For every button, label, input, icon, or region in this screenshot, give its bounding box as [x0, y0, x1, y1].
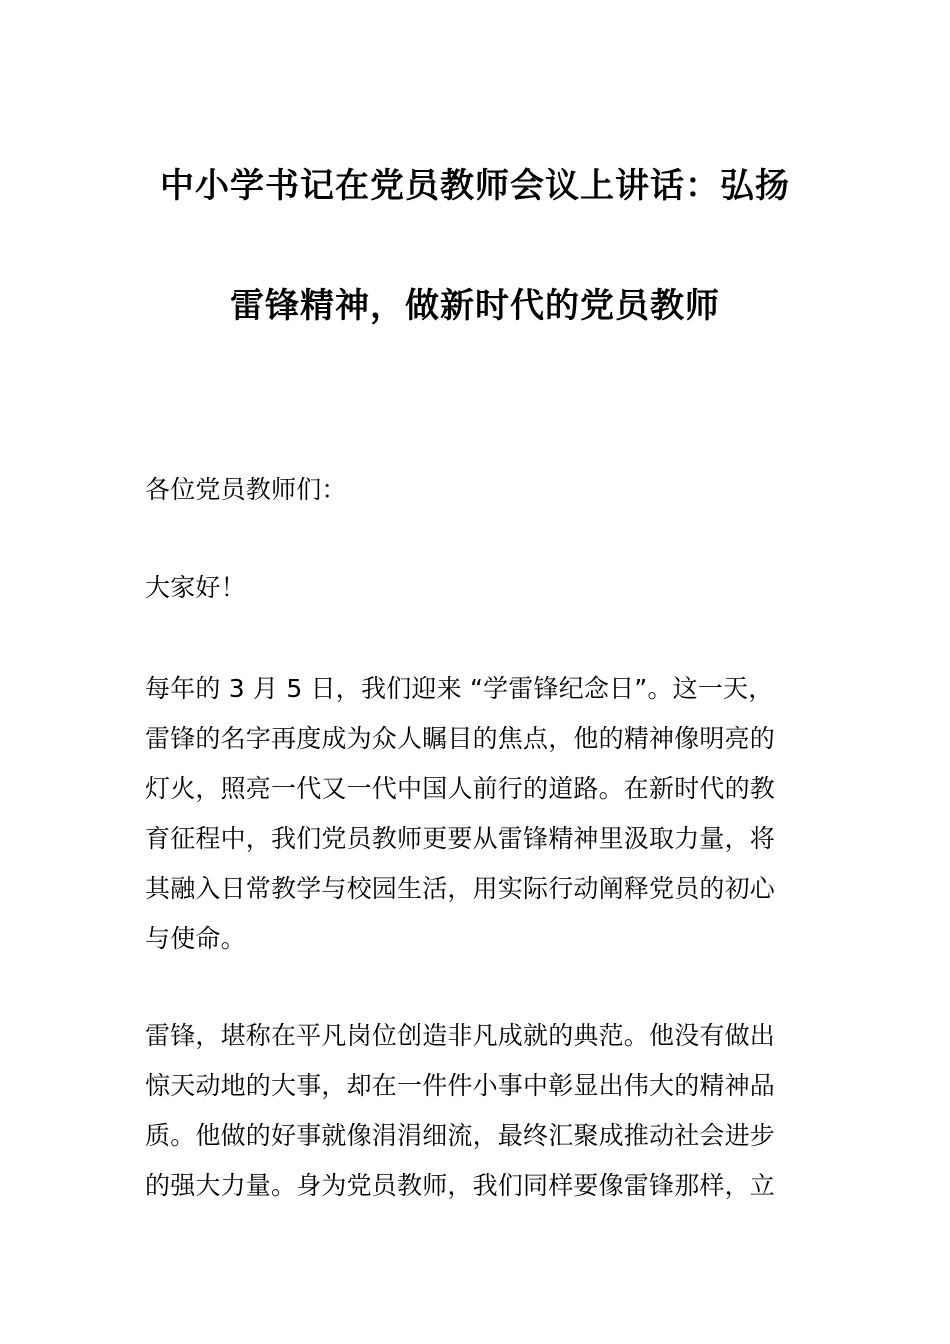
paragraph-2-line-4: 的强大力量。身为党员教师，我们同样要像雷锋那样，立 — [145, 1171, 776, 1200]
paragraph-2-line-1: 雷锋，堪称在平凡岗位创造非凡成就的典范。他没有做出 — [145, 1021, 776, 1050]
paragraph-2-line-3: 质。他做的好事就像涓涓细流，最终汇聚成推动社会进步 — [145, 1121, 776, 1150]
hello-line: 大家好！ — [145, 573, 246, 602]
paragraph-1-line-1: 每年的 3 月 5 日，我们迎来 “学雷锋纪念日”。这一天， — [145, 674, 774, 703]
document-title-line-1: 中小学书记在党员教师会议上讲话：弘扬 — [160, 166, 790, 206]
paragraph-1-line-6: 与使命。 — [145, 924, 246, 953]
paragraph-1-line-2: 雷锋的名字再度成为众人瞩目的焦点，他的精神像明亮的 — [145, 724, 776, 753]
paragraph-1-line-5: 其融入日常教学与校园生活，用实际行动阐释党员的初心 — [145, 874, 776, 903]
paragraph-2-line-2: 惊天动地的大事，却在一件件小事中彰显出伟大的精神品 — [145, 1071, 776, 1100]
paragraph-1-line-3: 灯火，照亮一代又一代中国人前行的道路。在新时代的教 — [145, 774, 776, 803]
greeting-line: 各位党员教师们： — [145, 475, 347, 504]
paragraph-1-line-4: 育征程中，我们党员教师更要从雷锋精神里汲取力量，将 — [145, 824, 776, 853]
document-title-line-2: 雷锋精神，做新时代的党员教师 — [230, 286, 720, 326]
